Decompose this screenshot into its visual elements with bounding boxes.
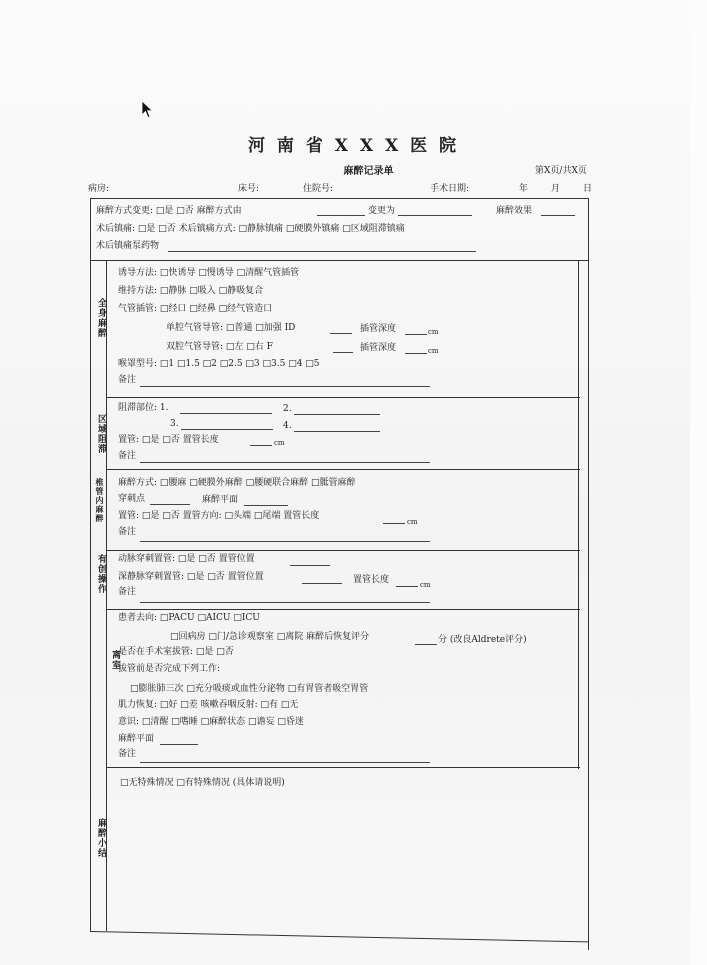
effect-label: 麻醉效果 [496, 206, 533, 216]
divider-general [106, 397, 580, 398]
venous-length-unit: cm [420, 581, 431, 589]
section-label-summary: 麻醉小结 [96, 818, 106, 858]
intubation-line: 气管插管: □经口 □经鼻 □经气管造口 [118, 304, 273, 314]
double-f-blank [333, 352, 353, 353]
block-site-2-blank [294, 414, 380, 415]
exit-remark-label: 备注 [118, 749, 137, 759]
arterial-line: 动脉穿刺置管: □是 □否 置管位置 [118, 554, 255, 564]
puncture-point-label: 穿刺点 [118, 494, 146, 504]
change-from-blank [317, 215, 365, 216]
regional-remark-label: 备注 [118, 451, 137, 461]
block-site-3-blank [181, 429, 273, 430]
analgesia-pump-label: 术后镇痛泵药物 [96, 241, 160, 251]
single-depth-label: 插管深度 [360, 324, 397, 334]
destination-line: 患者去向: □PACU □AICU □ICU [118, 613, 260, 623]
neuraxial-length-unit: cm [407, 518, 418, 526]
anesthesia-plane-blank [244, 505, 288, 506]
induction-line: 诱导方法: □快诱导 □慢诱导 □清醒气管插管 [118, 268, 300, 278]
single-lumen-line: 单腔气管导管: □普通 □加强 ID [166, 323, 296, 333]
double-depth-blank [405, 353, 427, 354]
neuraxial-catheter-line: 置管: □是 □否 置管方向: □头端 □尾端 置管长度 [118, 511, 320, 521]
section-label-invasive: 有创操作 [96, 554, 106, 594]
change-to-label: 变更为 [368, 206, 396, 216]
neuraxial-method-line: 麻醉方式: □腰麻 □硬膜外麻醉 □腰硬联合麻醉 □骶管麻醉 [118, 478, 356, 488]
bed-label: 床号: [238, 184, 260, 194]
hospital-title: 河 南 省 X X X 医 院 [248, 136, 459, 156]
surgery-date-label: 手术日期: [430, 184, 470, 194]
general-remark-blank [140, 386, 430, 387]
inner-right-line [578, 260, 579, 769]
divider-top [90, 260, 588, 261]
muscle-reflex-line: 肌力恢复: □好 □差 咳嗽吞咽反射: □有 □无 [118, 700, 299, 710]
form-title: 麻醉记录单 [343, 166, 394, 177]
postop-analgesia-line: 术后镇痛: □是 □否 术后镇痛方式: □静脉镇痛 □硬膜外镇痛 □区域阻滞镇痛 [96, 224, 405, 234]
maintenance-line: 维持方法: □静脉 □吸入 □静吸复合 [118, 286, 264, 296]
invasive-remark-label: 备注 [118, 587, 137, 597]
score-unit-label: 分 (改良Aldrete评分) [438, 635, 527, 645]
exit-plane-label: 麻醉平面 [118, 734, 155, 744]
recovery-score-blank [415, 644, 437, 645]
pump-drug-blank [168, 251, 476, 252]
exit-remark-blank [140, 762, 430, 763]
consciousness-line: 意识: □清醒 □嗜睡 □麻醉状态 □谵妄 □昏迷 [118, 717, 304, 727]
ward-label: 病房: [88, 184, 110, 194]
single-depth-blank [405, 334, 427, 335]
extubation-line: 是否在手术室拔管: □是 □否 [118, 647, 234, 657]
single-depth-unit: cm [428, 328, 439, 336]
regional-length-unit: cm [274, 439, 285, 447]
venous-line: 深静脉穿刺置管: □是 □否 置管位置 [118, 572, 264, 582]
year-label: 年 [519, 184, 529, 194]
general-remark-label: 备注 [118, 375, 137, 385]
divider-exit [106, 767, 580, 768]
anesthesia-change-line: 麻醉方式变更: □是 □否 麻醉方式由 [96, 206, 242, 216]
divider-invasive [106, 609, 580, 610]
double-lumen-line: 双腔气管导管: □左 □右 F [166, 342, 273, 352]
block-site-2-label: 2. [283, 404, 292, 414]
block-site-1-blank [180, 413, 272, 414]
page-info: 第X页/共X页 [535, 166, 587, 176]
day-label: 日 [583, 184, 593, 194]
exit-plane-blank [160, 744, 198, 745]
divider-regional [106, 469, 580, 470]
invasive-remark-blank [140, 602, 430, 603]
destination-line-2: □回病房 □门/急诊观察室 □离院 麻醉后恢复评分 [170, 632, 370, 642]
inpatient-label: 住院号: [303, 184, 334, 194]
venous-length-label: 置管长度 [353, 575, 390, 585]
venous-length-blank [396, 586, 418, 587]
pre-extubation-label: 拔管前是否完成下列工作: [118, 664, 221, 674]
neuraxial-remark-label: 备注 [118, 527, 137, 537]
frame-right [588, 198, 589, 950]
anesthesia-plane-label: 麻醉平面 [202, 495, 239, 505]
frame-left [90, 198, 91, 931]
pre-extubation-tasks: □膨胀肺三次 □充分吸痰或血性分泌物 □有胃管者吸空胃管 [130, 684, 369, 694]
double-depth-label: 插管深度 [360, 343, 397, 353]
effect-blank [541, 215, 575, 216]
arterial-position-blank [290, 565, 330, 566]
regional-remark-blank [140, 462, 430, 463]
section-label-general: 全身麻醉 [96, 298, 106, 338]
single-id-blank [330, 333, 352, 334]
block-site-line: 阻滞部位: 1. [118, 403, 169, 413]
month-label: 月 [551, 184, 561, 194]
block-site-3-label: 3. [170, 419, 179, 429]
neuraxial-remark-blank [140, 541, 430, 542]
change-to-blank [398, 215, 472, 216]
venous-position-blank [302, 583, 342, 584]
regional-length-blank [250, 445, 272, 446]
section-label-neuraxial: 椎管内麻醉 [95, 478, 105, 523]
summary-options-line: □无特殊情况 □有特殊情况 (具体请说明) [120, 778, 285, 788]
puncture-point-blank [150, 504, 190, 505]
divider-neuraxial [106, 550, 580, 551]
section-label-regional: 区域阻滞 [96, 414, 106, 454]
section-label-exit: 离室 [110, 650, 120, 670]
lma-size-line: 喉罩型号: □1 □1.5 □2 □2.5 □3 □3.5 □4 □5 [118, 359, 320, 369]
block-site-4-blank [294, 431, 380, 432]
regional-catheter-line: 置管: □是 □否 置管长度 [118, 435, 219, 445]
block-site-4-label: 4. [283, 421, 292, 431]
mouse-cursor-icon [141, 100, 155, 120]
double-depth-unit: cm [428, 347, 439, 355]
frame-top [90, 198, 588, 199]
neuraxial-length-blank [383, 523, 405, 524]
